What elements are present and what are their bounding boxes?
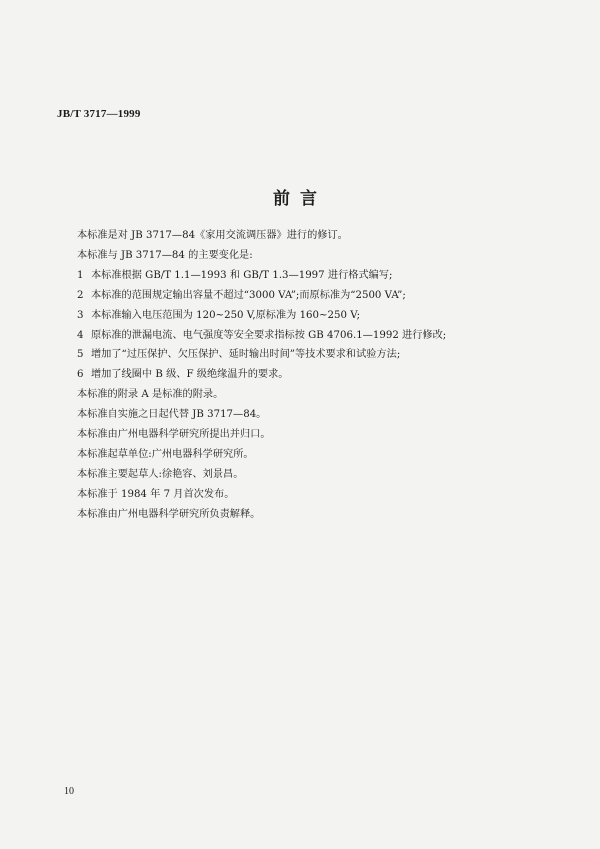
page-number: 10 <box>64 786 74 797</box>
closing-line: 本标准于 1984 年 7 月首次发布。 <box>77 488 235 500</box>
change-item-number: 5 <box>77 349 84 361</box>
change-item-text: 增加了“过压保护、欠压保护、延时输出时间”等技术要求和试验方法; <box>91 349 401 361</box>
change-item-number: 2 <box>77 289 84 301</box>
change-item <box>77 365 547 385</box>
change-item-number: 4 <box>77 329 84 341</box>
closing-line: 本标准主要起草人:徐艳容、刘景昌。 <box>77 468 244 480</box>
closing-line: 本标准自实施之日起代替 JB 3717—84。 <box>77 409 267 421</box>
change-item-text: 本标准输入电压范围为 120~250 V,原标准为 160~250 V; <box>91 309 361 321</box>
change-item <box>77 326 547 346</box>
change-item <box>77 345 547 365</box>
standard-code-header: JB/T 3717—1999 <box>57 108 141 120</box>
change-item <box>77 306 547 326</box>
intro-line: 本标准是对 JB 3717—84《家用交流调压器》进行的修订。 <box>77 230 348 241</box>
closing-line: 本标准起草单位:广州电器科学研究所。 <box>77 448 254 460</box>
foreword-body <box>77 226 547 525</box>
page-title: 前言 <box>273 189 327 209</box>
change-item-text: 本标准根据 GB/T 1.1—1993 和 GB/T 1.3—1997 进行格式编写; <box>91 269 393 281</box>
change-item-number: 1 <box>77 269 84 281</box>
change-item <box>77 266 547 286</box>
change-item-text: 原标准的泄漏电流、电气强度等安全要求指标按 GB 4706.1—1992 进行修改; <box>91 329 447 341</box>
change-item <box>77 286 547 306</box>
closing-line: 本标准由广州电器科学研究所负责解释。 <box>77 508 261 520</box>
change-item-text: 增加了线圈中 B 级、F 级绝缘温升的要求。 <box>91 369 289 381</box>
change-item-text: 本标准的范围规定输出容量不超过“3000 VA”;而原标准为“2500 VA”; <box>91 289 406 301</box>
closing-line: 本标准的附录 A 是标准的附录。 <box>77 389 224 401</box>
closing-line: 本标准由广州电器科学研究所提出并归口。 <box>77 429 271 441</box>
change-item-number: 6 <box>77 369 84 381</box>
change-item-number: 3 <box>77 309 84 321</box>
intro-line: 本标准与 JB 3717—84 的主要变化是: <box>77 249 253 261</box>
